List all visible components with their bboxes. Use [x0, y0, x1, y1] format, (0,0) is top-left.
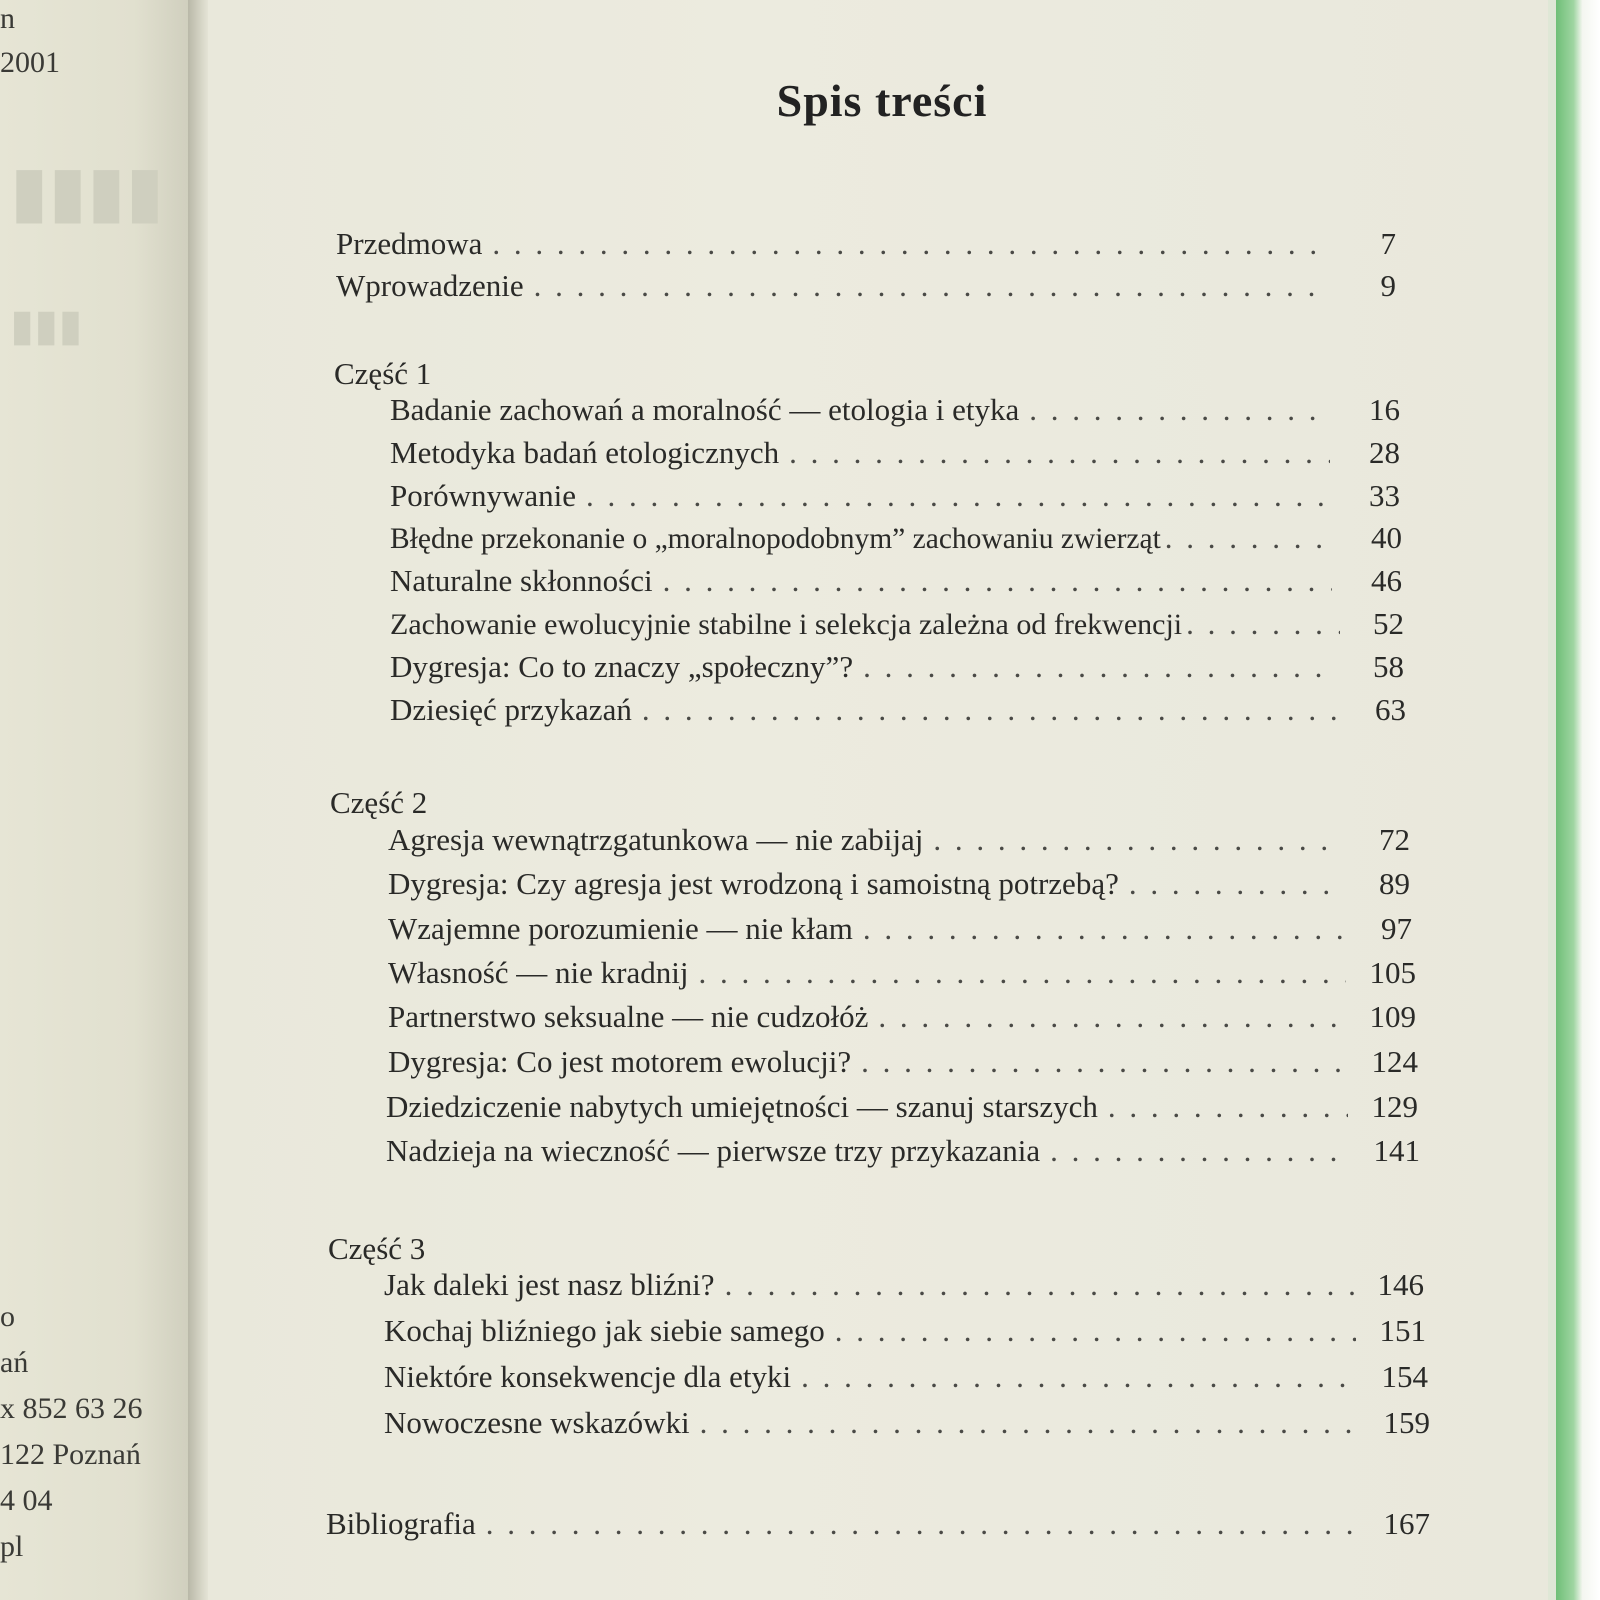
- toc-entry: [390, 649, 1404, 685]
- toc-entry-title: Dygresja: Co jest motorem ewolucji?: [388, 1044, 852, 1079]
- left-page-fragment: 2001: [0, 46, 60, 79]
- toc-entry-title: Nowoczesne wskazówki: [384, 1405, 690, 1440]
- toc-entry-title: Przedmowa: [336, 226, 483, 261]
- leader-dots: [486, 1506, 1360, 1542]
- toc-entry-page: 9: [1380, 268, 1396, 303]
- toc-entry-page: 97: [1381, 911, 1412, 946]
- toc-entry-page: 7: [1380, 226, 1396, 261]
- toc-entry-title: Naturalne skłonności: [390, 563, 653, 598]
- left-page-fragment: pl: [0, 1530, 24, 1563]
- toc-entry-page: 28: [1369, 435, 1400, 470]
- leader-dots: [663, 563, 1332, 599]
- toc-entry-title: Kochaj bliźniego jak siebie samego: [384, 1313, 825, 1348]
- toc-entry: [386, 1089, 1418, 1125]
- toc-entry: [390, 606, 1404, 642]
- toc-entry-page: 151: [1379, 1313, 1426, 1348]
- left-page-fragment: 4 04: [0, 1484, 53, 1517]
- toc-entry: [390, 478, 1400, 514]
- page-title: Spis treści: [776, 75, 988, 126]
- bleed-through-text: ▮▮▮: [10, 301, 83, 350]
- leader-dots: [878, 999, 1346, 1035]
- toc-entry-title: Własność — nie kradnij: [388, 955, 689, 990]
- toc-entry: [390, 563, 1402, 599]
- toc-entry-page: 141: [1373, 1133, 1420, 1168]
- toc-entry-page: 129: [1371, 1089, 1418, 1124]
- leader-dots: [835, 1313, 1356, 1349]
- toc-entry-title: Bibliografia: [326, 1506, 476, 1541]
- toc-entry: [390, 392, 1400, 428]
- leader-dots: [863, 649, 1334, 685]
- toc-entry: [384, 1267, 1424, 1303]
- leader-dots: [801, 1359, 1358, 1395]
- toc-entry: [388, 822, 1410, 858]
- toc-entry-page: 40: [1371, 520, 1402, 555]
- leader-dots: [492, 226, 1326, 262]
- toc-entry-page: 52: [1373, 606, 1404, 641]
- toc-entry: [336, 226, 1396, 262]
- leader-dots: [789, 435, 1330, 471]
- toc-entry-page: 89: [1379, 866, 1410, 901]
- toc-entry-page: 105: [1369, 955, 1416, 990]
- left-page-fragment: 122 Poznań: [0, 1438, 141, 1471]
- toc-entry-title: Agresja wewnątrzgatunkowa — nie zabijaj: [388, 822, 924, 857]
- leader-dots: [1029, 392, 1330, 428]
- toc-entry-title: Dziedziczenie nabytych umiejętności — szanuj starszych: [386, 1089, 1098, 1124]
- toc-entry-title: Dygresja: Co to znaczy „społeczny”?: [390, 649, 854, 684]
- toc-entry-title: Nadzieja na wieczność — pierwsze trzy przykazania: [386, 1133, 1041, 1168]
- leader-dots: [586, 478, 1330, 514]
- toc-entry-page: 154: [1381, 1359, 1428, 1394]
- toc-entry-title: Dziesięć przykazań: [390, 692, 632, 727]
- leader-dots: [1165, 520, 1338, 556]
- left-page-fragment: n: [0, 2, 15, 35]
- leader-dots: [1186, 606, 1340, 642]
- toc-list: [208, 0, 1550, 1600]
- part-heading: Część 3: [328, 1231, 426, 1266]
- toc-entry-title: Badanie zachowań a moralność — etologia i etyka: [390, 392, 1020, 427]
- toc-entry-page: 167: [1383, 1506, 1430, 1541]
- toc-entry-page: 146: [1377, 1267, 1424, 1302]
- toc-entry-title: Dygresja: Czy agresja jest wrodzoną i samoistną potrzebą?: [388, 866, 1119, 901]
- leader-dots: [725, 1267, 1354, 1303]
- toc-entry-page: 159: [1383, 1405, 1430, 1440]
- toc-entry-page: 124: [1371, 1044, 1418, 1079]
- page-edge: [1548, 0, 1556, 1600]
- toc-entry-page: 72: [1379, 822, 1410, 857]
- toc-entry: [386, 1133, 1420, 1169]
- leader-dots: [698, 955, 1346, 991]
- table-of-contents-page: [208, 0, 1550, 1600]
- left-page-fragment: x 852 63 26: [0, 1392, 143, 1425]
- toc-entry-page: 16: [1369, 392, 1400, 427]
- left-page-fragment: o: [0, 1300, 15, 1333]
- toc-entry: [384, 1359, 1428, 1395]
- part-heading: Część 2: [330, 785, 428, 820]
- toc-entry-page: 46: [1371, 563, 1402, 598]
- toc-entry-page: 33: [1369, 478, 1400, 513]
- leader-dots: [861, 1044, 1348, 1080]
- toc-entry-title: Metodyka badań etologicznych: [390, 435, 780, 470]
- toc-entry-title: Niektóre konsekwencje dla etyki: [384, 1359, 792, 1394]
- toc-entry: [384, 1405, 1430, 1441]
- toc-entry-title: Zachowanie ewolucyjnie stabilne i selekcja zależna od frekwencji: [390, 608, 1183, 641]
- toc-entry: [390, 692, 1406, 728]
- leader-dots: [1129, 866, 1340, 902]
- leader-dots: [1108, 1089, 1348, 1125]
- toc-entry: [388, 999, 1416, 1035]
- toc-entry: [388, 866, 1410, 902]
- toc-entry-title: Wzajemne porozumienie — nie kłam: [388, 911, 853, 946]
- left-facing-page: [0, 0, 192, 1600]
- toc-entry-title: Partnerstwo seksualne — nie cudzołóż: [388, 999, 869, 1034]
- toc-entry: [326, 1506, 1430, 1542]
- left-page-fragment: ań: [0, 1346, 29, 1379]
- leader-dots: [933, 822, 1340, 858]
- toc-entry: [390, 435, 1400, 471]
- leader-dots: [534, 268, 1326, 304]
- part-heading: Część 1: [334, 356, 432, 391]
- toc-entry: [336, 268, 1396, 304]
- leader-dots: [1050, 1133, 1350, 1169]
- toc-entry: [384, 1313, 1426, 1349]
- toc-entry: [388, 911, 1412, 947]
- toc-entry-page: 109: [1369, 999, 1416, 1034]
- toc-entry-title: Porównywanie: [390, 478, 576, 513]
- toc-entry: [388, 955, 1416, 991]
- toc-entry: [388, 1044, 1418, 1080]
- leader-dots: [863, 911, 1342, 947]
- bleed-through-text: ▮▮▮▮: [10, 154, 165, 231]
- book-gutter: [188, 0, 210, 1600]
- toc-entry-title: Jak daleki jest nasz bliźni?: [384, 1267, 715, 1302]
- toc-entry-title: Błędne przekonanie o „moralnopodobnym” zachowaniu zwierząt: [390, 523, 1161, 555]
- book-cover-edge: [1556, 0, 1600, 1600]
- toc-entry-page: 58: [1373, 649, 1404, 684]
- leader-dots: [642, 692, 1336, 728]
- toc-entry-title: Wprowadzenie: [336, 268, 524, 303]
- toc-entry: [390, 520, 1402, 556]
- leader-dots: [700, 1405, 1360, 1441]
- toc-entry-page: 63: [1375, 692, 1406, 727]
